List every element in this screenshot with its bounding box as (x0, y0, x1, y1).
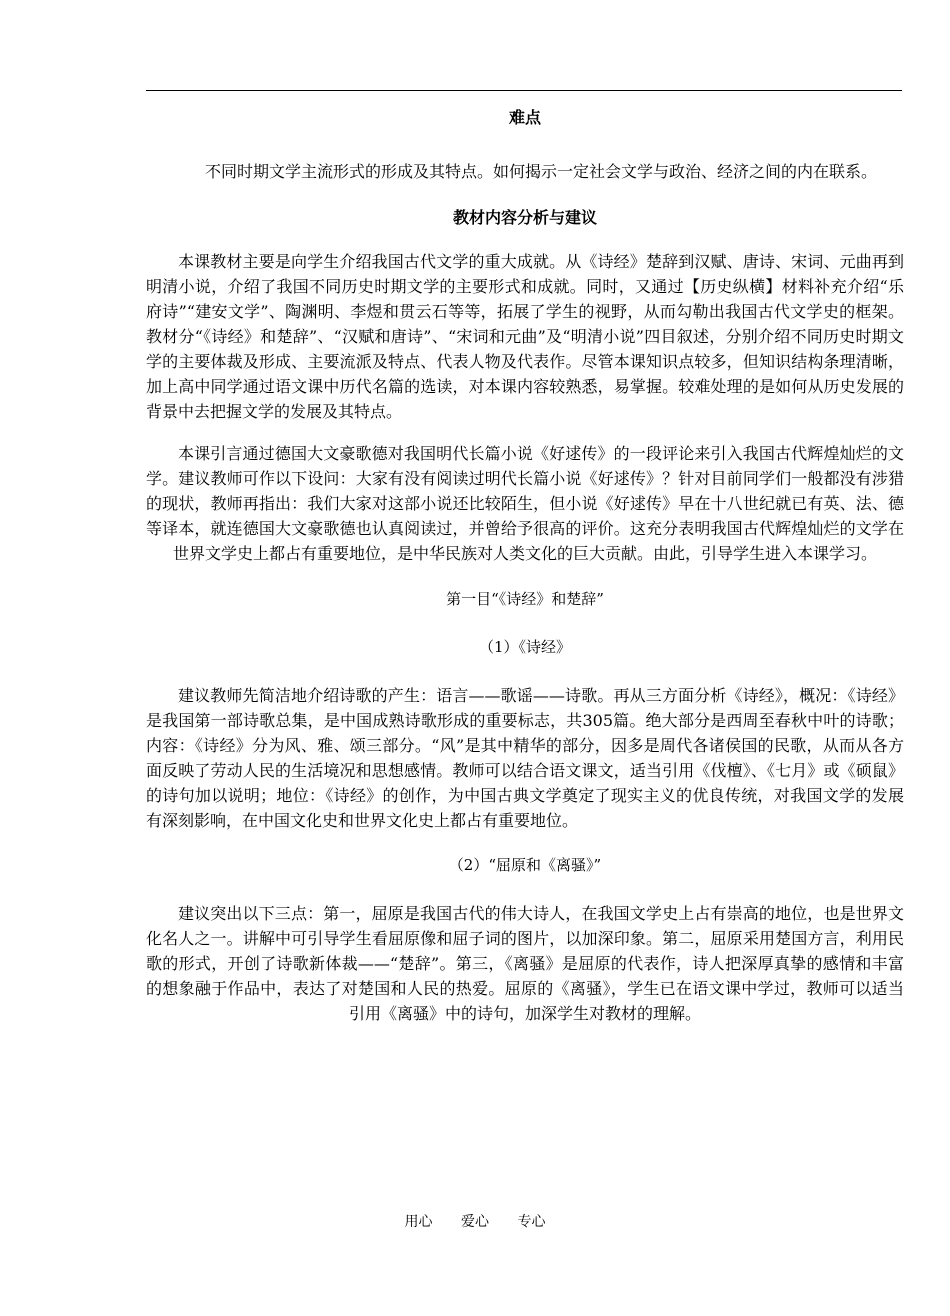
page-footer (0, 1212, 950, 1232)
header-rule (146, 90, 902, 91)
subsection-2-title: （2）“屈原和《离骚》” (448, 856, 602, 874)
subsection-1-title: （1）《诗经》 (478, 638, 572, 656)
page-content (146, 105, 904, 1026)
section-1-title: 第一目“《诗经》和楚辞” (446, 590, 604, 608)
footer-item: 用心 (404, 1214, 433, 1230)
subsection-1-text: 建议教师先简洁地介绍诗歌的产生：语言——歌谣——诗歌。再从三方面分析《诗经》，概况：《诗经》是我国第一部诗歌总集，是中国成熟诗歌形成的重要标志，共305篇。绝大部分是西周至春秋中叶的诗歌；内容：《诗经》分为风、雅、颂三部分。“风”是其中精华的部分，因多是周代各诸侯国的民歌，从而从各方面反映了劳动人民的生活境况和思想感情。教师可以结合语文课文，适当引用《伐檀》、《七月》或《硕鼠》的诗句加以说明；地位：《诗经》的创作，为中国古典文学奠定了现实主义的优良传统，对我国文学的发展有深刻影响，在中国文化史和世界文化史上都占有重要地位。 (146, 686, 904, 830)
footer-item: 专心 (517, 1214, 546, 1230)
subsection-2-text: 建议突出以下三点：第一，屈原是我国古代的伟大诗人，在我国文学史上占有崇高的地位，也是世界文化名人之一。讲解中可引导学生看屈原像和屈子词的图片，以加深印象。第二，屈原采用楚国方言，利用民歌的形式，开创了诗歌新体裁——“楚辞”。第三，《离骚》是屈原的代表作，诗人把深厚真挚的感情和丰富的想象融于作品中，表达了对楚国和人民的热爱。屈原的《离骚》，学生已在语文课中学过，教师可以适当引用《离骚》中的诗句，加深学生对教材的理解。 (146, 904, 904, 1023)
difficulty-heading: 难点 (508, 108, 541, 127)
analysis-heading: 教材内容分析与建议 (452, 208, 597, 227)
analysis-paragraph-1: 本课教材主要是向学生介绍我国古代文学的重大成就。从《诗经》楚辞到汉赋、唐诗、宋词、元曲再到明清小说，介绍了我国不同历史时期文学的主要形式和成就。同时，又通过【历史纵横】材料补充介绍“乐府诗”“建安文学”、陶渊明、李煜和贯云石等等，拓展了学生的视野，从而勾勒出我国古代文学史的框架。教材分“《诗经》和楚辞”、“汉赋和唐诗”、“宋词和元曲”及“明清小说”四目叙述，分别介绍不同历史时期文学的主要体裁及形成、主要流派及特点、代表人物及代表作。尽管本课知识点较多，但知识结构条理清晰，加上高中同学通过语文课中历代名篇的选读，对本课内容较熟悉，易掌握。较难处理的是如何从历史发展的背景中去把握文学的发展及其特点。 (146, 252, 904, 421)
analysis-paragraph-2: 本课引言通过德国大文豪歌德对我国明代长篇小说《好逑传》的一段评论来引入我国古代辉煌灿烂的文学。建议教师可作以下设问：大家有没有阅读过明代长篇小说《好逑传》？针对目前同学们一般都没有涉猎的现状，教师再指出：我们大家对这部小说还比较陌生，但小说《好逑传》早在十八世纪就已有英、法、德等译本，就连德国大文豪歌德也认真阅读过，并曾给予很高的评价。这充分表明我国古代辉煌灿烂的文学在世界文学史上都占有重要地位，是中华民族对人类文化的巨大贡献。由此，引导学生进入本课学习。 (146, 444, 904, 563)
footer-item: 爱心 (461, 1214, 489, 1230)
difficulty-text: 不同时期文学主流形式的形成及其特点。如何揭示一定社会文学与政治、经济之间的内在联系。 (204, 162, 877, 181)
